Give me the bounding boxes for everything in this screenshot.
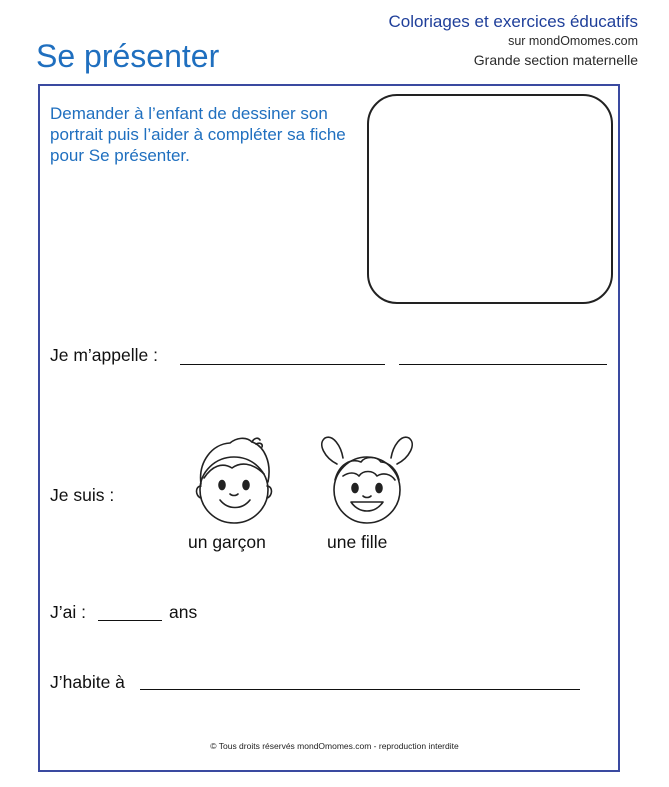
age-label: J’ai :	[50, 602, 86, 622]
age-line[interactable]	[98, 620, 162, 621]
site-title: Coloriages et exercices éducatifs	[388, 12, 638, 31]
portrait-drawing-area[interactable]	[367, 94, 613, 304]
gender-label: Je suis :	[50, 485, 115, 505]
first-name-line[interactable]	[180, 364, 385, 365]
page-title: Se présenter	[36, 38, 220, 74]
school-level: Grande section maternelle	[473, 52, 638, 68]
boy-face-icon[interactable]	[190, 432, 280, 528]
instructions-text: Demander à l’enfant de dessiner son portrait puis l’aider à compléter sa fiche pour Se présenter.	[50, 104, 346, 165]
copyright-notice: © Tous droits réservés mondOmomes.com - reproduction interdite	[210, 741, 459, 751]
name-label: Je m’appelle :	[50, 345, 158, 365]
site-subtitle: sur mondOmomes.com	[508, 34, 638, 48]
city-label: J’habite à	[50, 672, 125, 692]
city-line[interactable]	[140, 689, 580, 690]
age-unit: ans	[169, 602, 198, 622]
girl-label: une fille	[327, 532, 388, 552]
girl-face-icon[interactable]	[315, 432, 420, 528]
last-name-line[interactable]	[399, 364, 607, 365]
boy-label: un garçon	[188, 532, 266, 552]
